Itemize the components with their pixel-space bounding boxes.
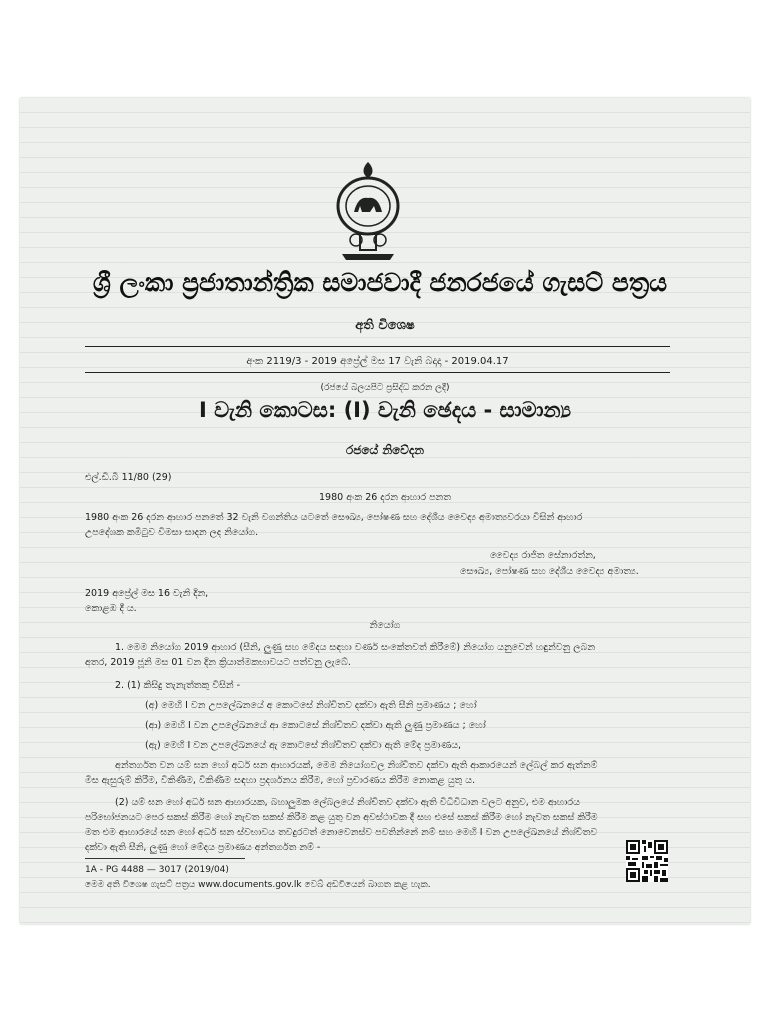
clause-2-item: (අ) මෙහි I වන උපලේඛනයේ අ කොටසේ නිශ්චිතව දක්වා ඇති සීනි ප්‍රමාණය ; හෝ (145, 700, 477, 711)
part-heading: I වැනි කොටස: (I) වැනි ඡෙදය - සාමාන්‍ය (198, 398, 572, 422)
clause-2-2: පරිභෝජනයට පෙර සකස් කිරීම හෝ නැවත සකස් කිරීම කළ යුතු වන අවස්ථාවක දී සහ එසේ සකස් කිරීම හෝ නැවත සකස් කිරීම (85, 812, 598, 823)
clause-2-2: මත එම ආහාරයේ ඝන හෝ අර්ධ ඝන ස්වභාවය තවදුරටත් නොවෙනස්ව පවතින්නේ නම් සහ මෙහි I වන උපලේඛනයේ නිශ්චිතව (85, 827, 598, 838)
place-line: කොළඹ දී ය. (85, 603, 137, 614)
clause-2-2: (2) යම් ඝන හෝ අර්ධ ඝන ආහාරයක, බහාලුමක ලේබලයේ නිශ්චිතව දක්වා ඇති විධිවිධාන වලට අනුව, එම ආහාරය (115, 797, 580, 808)
clause-1: 1. මෙම නියෝග 2019 ආහාර (සීනි, ලුණු සහ මේදය සඳහා වර්ණ සංකේතවත් කිරීමේ) නියෝග යනුවෙන් හඳුන්වනු ලබන (115, 642, 596, 653)
extraordinary-label: අති විශෙෂ (355, 318, 415, 333)
clause-2-item: (ආ) මෙහි I වන උපලේඛනයේ ආ කොටසේ නිශ්චිතව දක්වා ඇති ලුණු ප්‍රමාණය ; හෝ (145, 720, 486, 731)
print-code: 1A - PG 4488 — 3017 (2019/04) (85, 865, 229, 875)
clause-2-item: (ඇ) මෙහි I වන උපලේඛනයේ ඇ කොටසේ නිශ්චිතව දක්වා ඇති මේද ප්‍රමාණය, (145, 740, 462, 751)
signatory-title: සෞඛ්‍ය, පෝෂණ සහ දේශීය වෛද්‍ය අමාත්‍ය. (460, 566, 639, 577)
gazette-masthead: ශ්‍රී ලංකා ප්‍රජාතාන්ත්‍රික සමාජවාදී ජනරජයේ ගැසට් පත්‍රය (92, 268, 668, 297)
top-rule (85, 346, 670, 347)
authority-line: (රජයේ බලයපිට ප්‍රසිද්ධ කරන ලදී) (320, 383, 450, 393)
clause-2-tail: අන්තර්ගත වන යම් ඝන හෝ අර්ධ ඝන ආහාරයක්, මෙම නියෝගවල නිශ්චිතව දක්වා ඇති ආකාරයෙන් ලේබල් කර ඇත්නම් (115, 760, 598, 771)
clause-2-tail: මිස ඇසුරුම් කිරීම, විකිණීම, විකිණීම සඳහා ප්‍රදර්ශනය කිරීම, හෝ ප්‍රචාරණය කිරීම නොකළ යුතු ය. (85, 775, 476, 786)
issue-line: අංක 2119/3 - 2019 අප්‍රේල් මස 17 වැනි බදාදා - 2019.04.17 (246, 356, 509, 367)
intro-line: 1980 අංක 26 දරන ආහාර පනතේ 32 වැනි වගන්තිය යටතේ සෞඛ්‍ය, පෝෂණ සහ දේශීය වෛද්‍ය අමාත්‍යවරයා විසින් ආහාර (85, 512, 583, 523)
national-emblem-icon (332, 160, 404, 264)
act-title: 1980 අංක 26 දරන ආහාර පනත (319, 492, 451, 503)
clause-1: අතර, 2019 ජූනි මස 01 වන දින ක්‍රියාත්මකභාවයට පත්වනු ලැබේ. (85, 657, 351, 668)
clause-2-lead: 2. (1) කිසිදු තැනැත්තකු විසින් - (115, 680, 241, 691)
website-note: මෙම අති විශෙෂ ගැසට් පත්‍රය www.documents.gov.lk වෙබ් අඩවියෙන් බාගත කළ හැක. (85, 880, 431, 890)
footer-rule (85, 858, 245, 859)
bottom-rule (85, 372, 670, 373)
qr-code-icon (626, 840, 668, 882)
notice-heading: රජයේ නිවේදන (346, 443, 424, 457)
regulations-heading: නියෝග (369, 620, 401, 631)
reference-number: එල්.ඩී.බී 11/80 (29) (85, 472, 172, 483)
date-line: 2019 අප්‍රේල් මස 16 වැනි දින, (85, 588, 209, 599)
gazette-page (20, 98, 750, 924)
signatory-name: වෛද්‍ය රාජිත සේනාරත්න, (490, 550, 596, 561)
intro-line: උපදේශක කමිටුව විමසා සාදන ලද නියෝග. (85, 527, 259, 538)
clause-2-2: දක්වා ඇති සීනි, ලුණු හෝ මේදය ප්‍රමාණය අන්තර්ගත නම් - (85, 842, 321, 853)
